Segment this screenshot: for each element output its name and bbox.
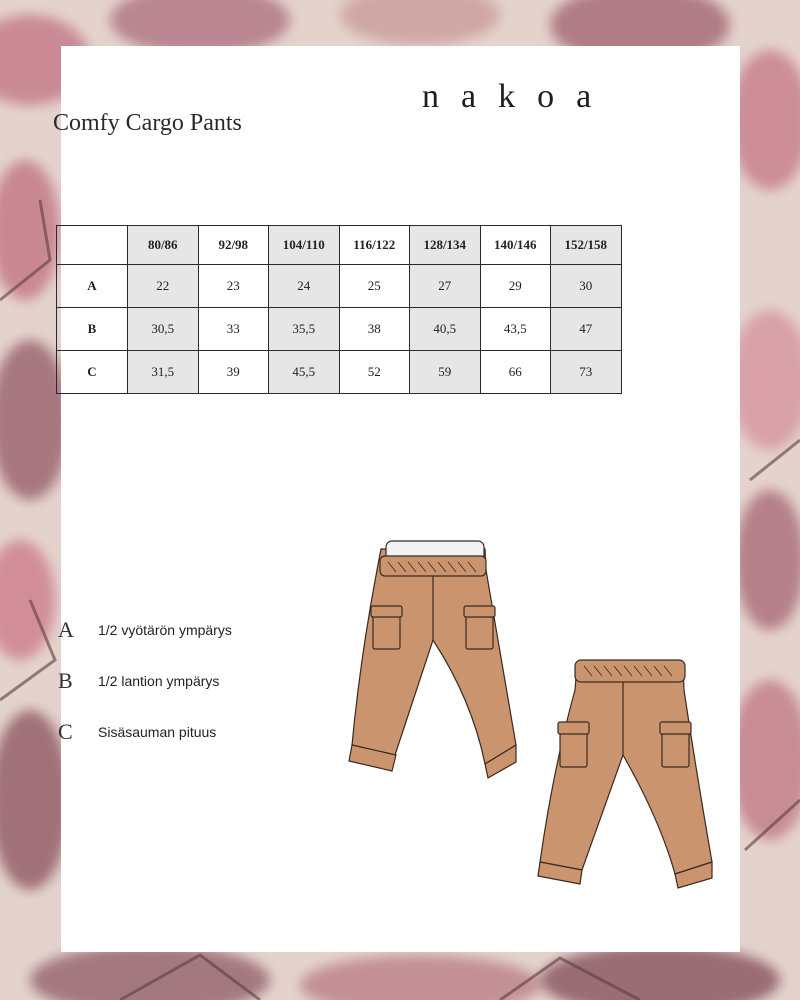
table-cell: 33 [198,308,269,351]
pants-front-illustration [349,541,516,778]
legend-text: Sisäsauman pituus [98,724,217,740]
legend-text: 1/2 lantion ympärys [98,673,220,689]
table-cell: 47 [551,308,622,351]
legend-letter: C [58,719,73,744]
row-label: A [57,265,128,308]
table-cell: 35,5 [269,308,340,351]
size-header: 152/158 [551,226,622,265]
brand-logo: nakoa [422,78,614,115]
table-cell: 66 [480,351,551,394]
legend-letter: A [58,617,74,642]
row-label: B [57,308,128,351]
legend-letter: B [58,668,73,693]
table-cell: 24 [269,265,340,308]
legend-text: 1/2 vyötärön ympärys [98,622,232,638]
table-cell: 29 [480,265,551,308]
size-header: 116/122 [339,226,410,265]
pants-back-illustration [538,660,712,888]
table-cell: 45,5 [269,351,340,394]
table-cell: 38 [339,308,410,351]
table-cell: 22 [128,265,199,308]
table-cell: 30,5 [128,308,199,351]
product-title: Comfy Cargo Pants [53,110,242,136]
row-label: C [57,351,128,394]
table-cell: 39 [198,351,269,394]
table-cell: 73 [551,351,622,394]
size-header: 140/146 [480,226,551,265]
table-cell: 43,5 [480,308,551,351]
table-cell: 27 [410,265,481,308]
table-cell: 25 [339,265,410,308]
table-cell: 40,5 [410,308,481,351]
table-cell: 59 [410,351,481,394]
size-header: 128/134 [410,226,481,265]
size-header: 92/98 [198,226,269,265]
table-cell: 23 [198,265,269,308]
table-cell: 31,5 [128,351,199,394]
table-cell: 30 [551,265,622,308]
size-header: 80/86 [128,226,199,265]
size-header: 104/110 [269,226,340,265]
table-cell: 52 [339,351,410,394]
